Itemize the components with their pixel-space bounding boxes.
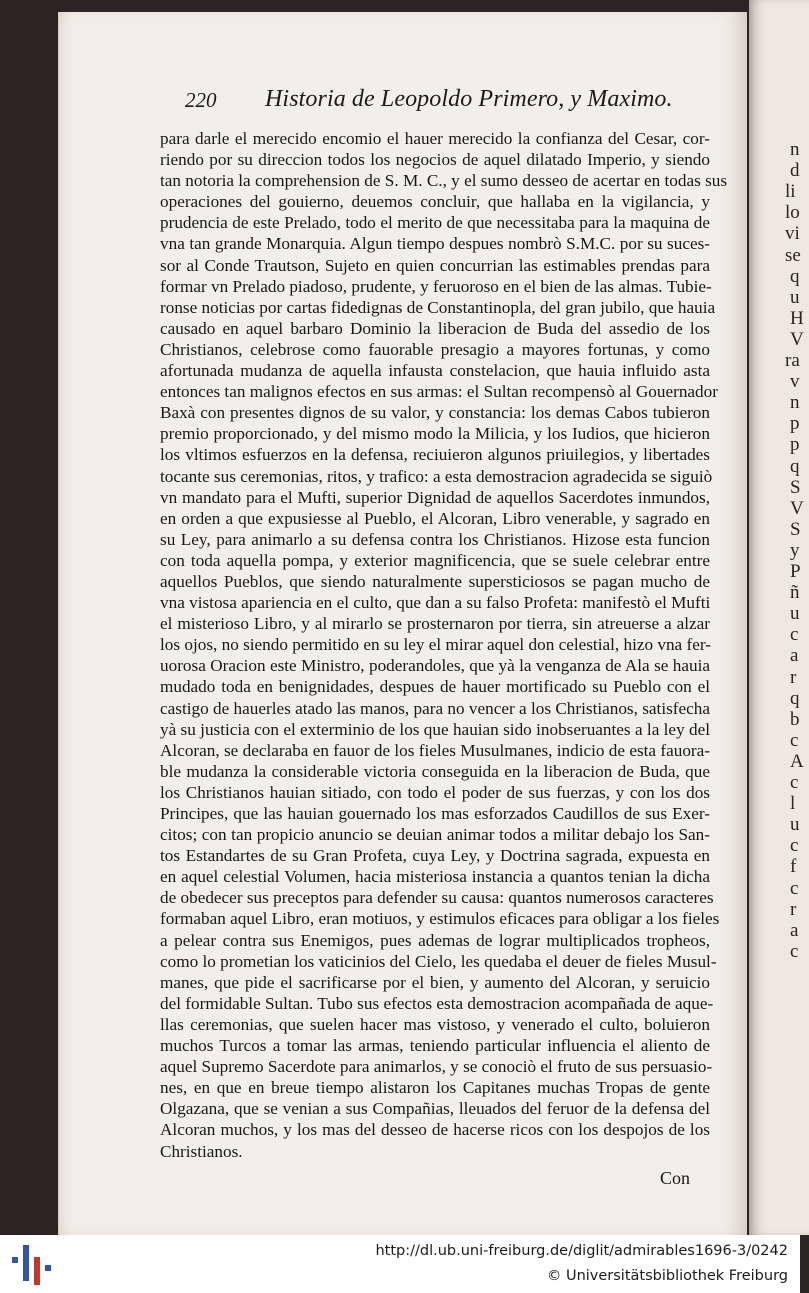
text-line: tos Estandartes de su Gran Profeta, cuya Ley, y Doctrina sagrada, expuesta en xyxy=(160,846,710,866)
edge-fragment: vi xyxy=(785,223,800,245)
edge-fragment: a xyxy=(790,919,799,941)
text-line: Christianos. xyxy=(160,1141,243,1161)
edge-fragment: se xyxy=(785,244,801,266)
catchword: Con xyxy=(660,1168,691,1188)
text-line: tan notoria la comprehension de S. M. C., y el sumo desseo de acertar en todas sus xyxy=(160,171,728,191)
text-line: prudencia de este Prelado, todo el merito de que necessitaba para la maquina de xyxy=(160,213,710,233)
edge-fragment: ñ xyxy=(790,582,800,604)
text-line: Baxà con presentes dignos de su valor, y constancia: los demas Cabos tubieron xyxy=(160,403,710,423)
edge-fragment: a xyxy=(790,645,799,667)
running-head xyxy=(185,86,673,118)
text-line: de obedecer sus preceptos para defender su causa: quantos numerosos caracteres xyxy=(160,888,714,908)
edge-fragment: v xyxy=(790,371,800,393)
text-line: Olgazana, que se venian a sus Compañias, lleuados del feruor de la defensa del xyxy=(160,1099,710,1119)
edge-fragment: q xyxy=(790,687,800,709)
text-line: yà su justicia con el exterminio de los que hauian sido inobseruantes a la ley del xyxy=(160,719,710,739)
edge-fragment: V xyxy=(790,497,804,519)
edge-fragment: b xyxy=(790,708,800,730)
text-line: los vltimos esfuerzos en la defensa, reciuieron algunos priuilegios, y libertades xyxy=(160,445,710,465)
text-line: llas ceremonias, que suelen hacer mas vistoso, y venerado el culto, boluieron xyxy=(160,1014,710,1034)
edge-fragment: u xyxy=(790,286,800,308)
edge-fragment: n xyxy=(790,139,800,160)
text-line: para darle el merecido encomio el hauer merecido la confianza del Cesar, cor- xyxy=(160,129,710,148)
text-line: a pelear contra sus Enemigos, pues ademas de lograr multiplicados tropheos, xyxy=(160,930,710,950)
edge-fragment: A xyxy=(790,750,804,772)
text-line: Alcoran, se declaraba en fauor de los fieles Musulmanes, indicio de esta fauora- xyxy=(160,740,710,760)
text-line: tocante sus ceremonias, ritos, y trafico: a esta demostracion agradecida se siguiò xyxy=(160,466,713,486)
text-line: ble mudanza la considerable victoria conseguida en la liberacion de Buda, que xyxy=(160,761,710,781)
text-line: su Ley, para animarlo a su defensa contra los Christianos. Hizose esta funcion xyxy=(160,529,710,549)
right-page-edge xyxy=(749,0,809,1235)
edge-fragment: ra xyxy=(785,350,800,371)
text-line: aquel Supremo Sacerdote para animarlos, y se conociò el fruto de sus persuasio- xyxy=(160,1057,713,1077)
edge-fragment: q xyxy=(790,265,800,287)
text-line: Christianos, celebrose como fauorable presagio a mayores fortunas, y como xyxy=(160,339,710,359)
edge-fragment: c xyxy=(790,772,799,793)
text-line: sor al Conde Trautson, Sujeto en quien concurrian las estimables prendas para xyxy=(160,255,710,275)
text-line: los ojos, no siendo permitido en su ley el mirar aquel don celestial, hizo vna fer- xyxy=(160,635,711,655)
edge-fragment: lo xyxy=(785,202,800,224)
text-line: los Christianos hauian sitiado, con todo el poder de sus fuerzas, y con los dos xyxy=(160,782,710,802)
text-line: con toda aquella pompa, y exterior magnificencia, que se suele celebrar entre xyxy=(160,550,710,570)
text-line: vna vistosa apariencia en el culto, que dan a su falso Profeta: manifestò el Mufti xyxy=(160,593,711,613)
text-line: entonces tan malignos efectos en sus armas: el Sultan recompensò al Gouernador xyxy=(160,382,718,402)
text-line: afortunada mudanza de aquella infausta constelacion, que hauia influido asta xyxy=(160,361,710,381)
edge-fragment: c xyxy=(790,877,799,899)
text-line: formaban aquel Libro, eran motiuos, y estimulos eficaces para obligar a los fieles xyxy=(160,909,720,929)
text-line: aquellos Pueblos, que siendo naturalmente supersticiosos se pagan mucho de xyxy=(160,571,710,591)
body-text xyxy=(160,128,728,1162)
text-line: premio proporcionado, y del mismo modo la Milicia, y los Iudios, que hicieron xyxy=(160,424,710,444)
edge-fragment: q xyxy=(790,455,800,477)
edge-fragment: S xyxy=(790,476,801,498)
edge-fragment: P xyxy=(790,561,801,582)
edge-fragment: r xyxy=(790,898,797,920)
text-line: uorosa Oracion este Ministro, poderandoles, que yà la venganza de Ala se hauia xyxy=(160,656,710,676)
copyright-notice: © Universitätsbibliothek Freiburg xyxy=(546,1268,788,1284)
edge-fragment: u xyxy=(790,814,800,836)
text-line: el misterioso Libro, y al mirarlo se prosternaron por tierra, sin atreuerse a alzar xyxy=(160,614,710,634)
text-line: causado en aquel barbaro Dominio la liberacion de Buda del assedio de los xyxy=(160,318,710,338)
edge-fragment: S xyxy=(790,518,801,540)
text-line: citos; con tan propicio anuncio se deuian animar todos a militar debajo los San- xyxy=(160,825,710,845)
text-line: Principes, que las hauian gouernado los mas esforzados Caudillos de sus Exer- xyxy=(160,804,710,823)
edge-fragment: d xyxy=(790,160,800,182)
edge-fragment: p xyxy=(790,434,800,456)
edge-fragment: li xyxy=(785,181,796,203)
text-line: nes, en que en breue tiempo alistaron los Capitanes muchas Tropas de gente xyxy=(160,1078,710,1098)
edge-fragment: c xyxy=(790,624,799,646)
edge-fragment: u xyxy=(790,603,800,625)
edge-fragment: y xyxy=(790,539,800,561)
text-line: Alcoran muchos, y los mas del desseo de hacerse ricos con los despojos de los xyxy=(160,1120,710,1140)
text-line: del formidable Sultan. Tubo sus efectos esta demostracion acompañada de aque- xyxy=(160,993,714,1013)
document-url[interactable]: http://dl.ub.uni-freiburg.de/diglit/admirables1696-3/0242 xyxy=(375,1243,788,1259)
text-line: ronse noticias por cartas fidedignas de Constantinopla, del gran jubilo, que hauia xyxy=(160,297,716,317)
text-line: en orden a que expusiesse al Pueblo, el Alcoran, Libro venerable, y sagrado en xyxy=(160,508,710,528)
text-line: como lo prometian los vaticinios del Cielo, les quedaba el deuer de fieles Musul- xyxy=(160,951,717,971)
text-line: muchos Turcos a tomar las armas, teniendo particular influencia el aliento de xyxy=(160,1036,710,1056)
edge-fragment: c xyxy=(790,835,799,857)
text-line: castigo de hauerles atado las manos, para no vencer a los Christianos, satisfecha xyxy=(160,698,710,718)
edge-fragment: c xyxy=(790,729,799,751)
text-line: vna tan grande Monarquia. Algun tiempo despues nombrò S.M.C. por su suces- xyxy=(160,234,710,254)
edge-fragment: V xyxy=(790,328,804,350)
edge-fragment: l xyxy=(790,793,796,815)
edge-fragment: c xyxy=(790,940,799,962)
text-line: operaciones del gouierno, deuemos concluir, que hallaba en la vigilancia, y xyxy=(160,192,710,212)
text-line: en aquel celestial Volumen, hacia misteriosa instancia a quantos tenian la dicha xyxy=(160,867,710,887)
edge-fragment: p xyxy=(790,413,800,435)
viewer-footer xyxy=(0,1235,800,1293)
text-line: manes, que pide el sacrificarse por el bien, y aumento del Alcoran, y seruicio xyxy=(160,972,710,992)
text-line: formar vn Prelado piadoso, prudente, y feruoroso en el bien de las almas. Tubie- xyxy=(160,276,712,296)
text-line: vn mandato para el Mufti, superior Dignidad de aquellos Sacerdotes inmundos, xyxy=(160,487,710,507)
library-logo-icon xyxy=(10,1243,52,1285)
edge-fragment: n xyxy=(790,392,800,414)
edge-fragment: f xyxy=(790,856,797,878)
edge-fragment: r xyxy=(790,666,797,688)
text-line: riendo por su direccion todos los negocios de aquel dilatado Imperio, y siendo xyxy=(160,150,710,170)
running-title: Historia de Leopoldo Primero, y Maximo. xyxy=(265,86,673,112)
text-line: mudado toda en benignidades, despues de hauer mortificado su Pueblo con el xyxy=(160,677,710,697)
edge-fragment: H xyxy=(790,307,804,329)
folio-number: 220 xyxy=(185,88,217,112)
